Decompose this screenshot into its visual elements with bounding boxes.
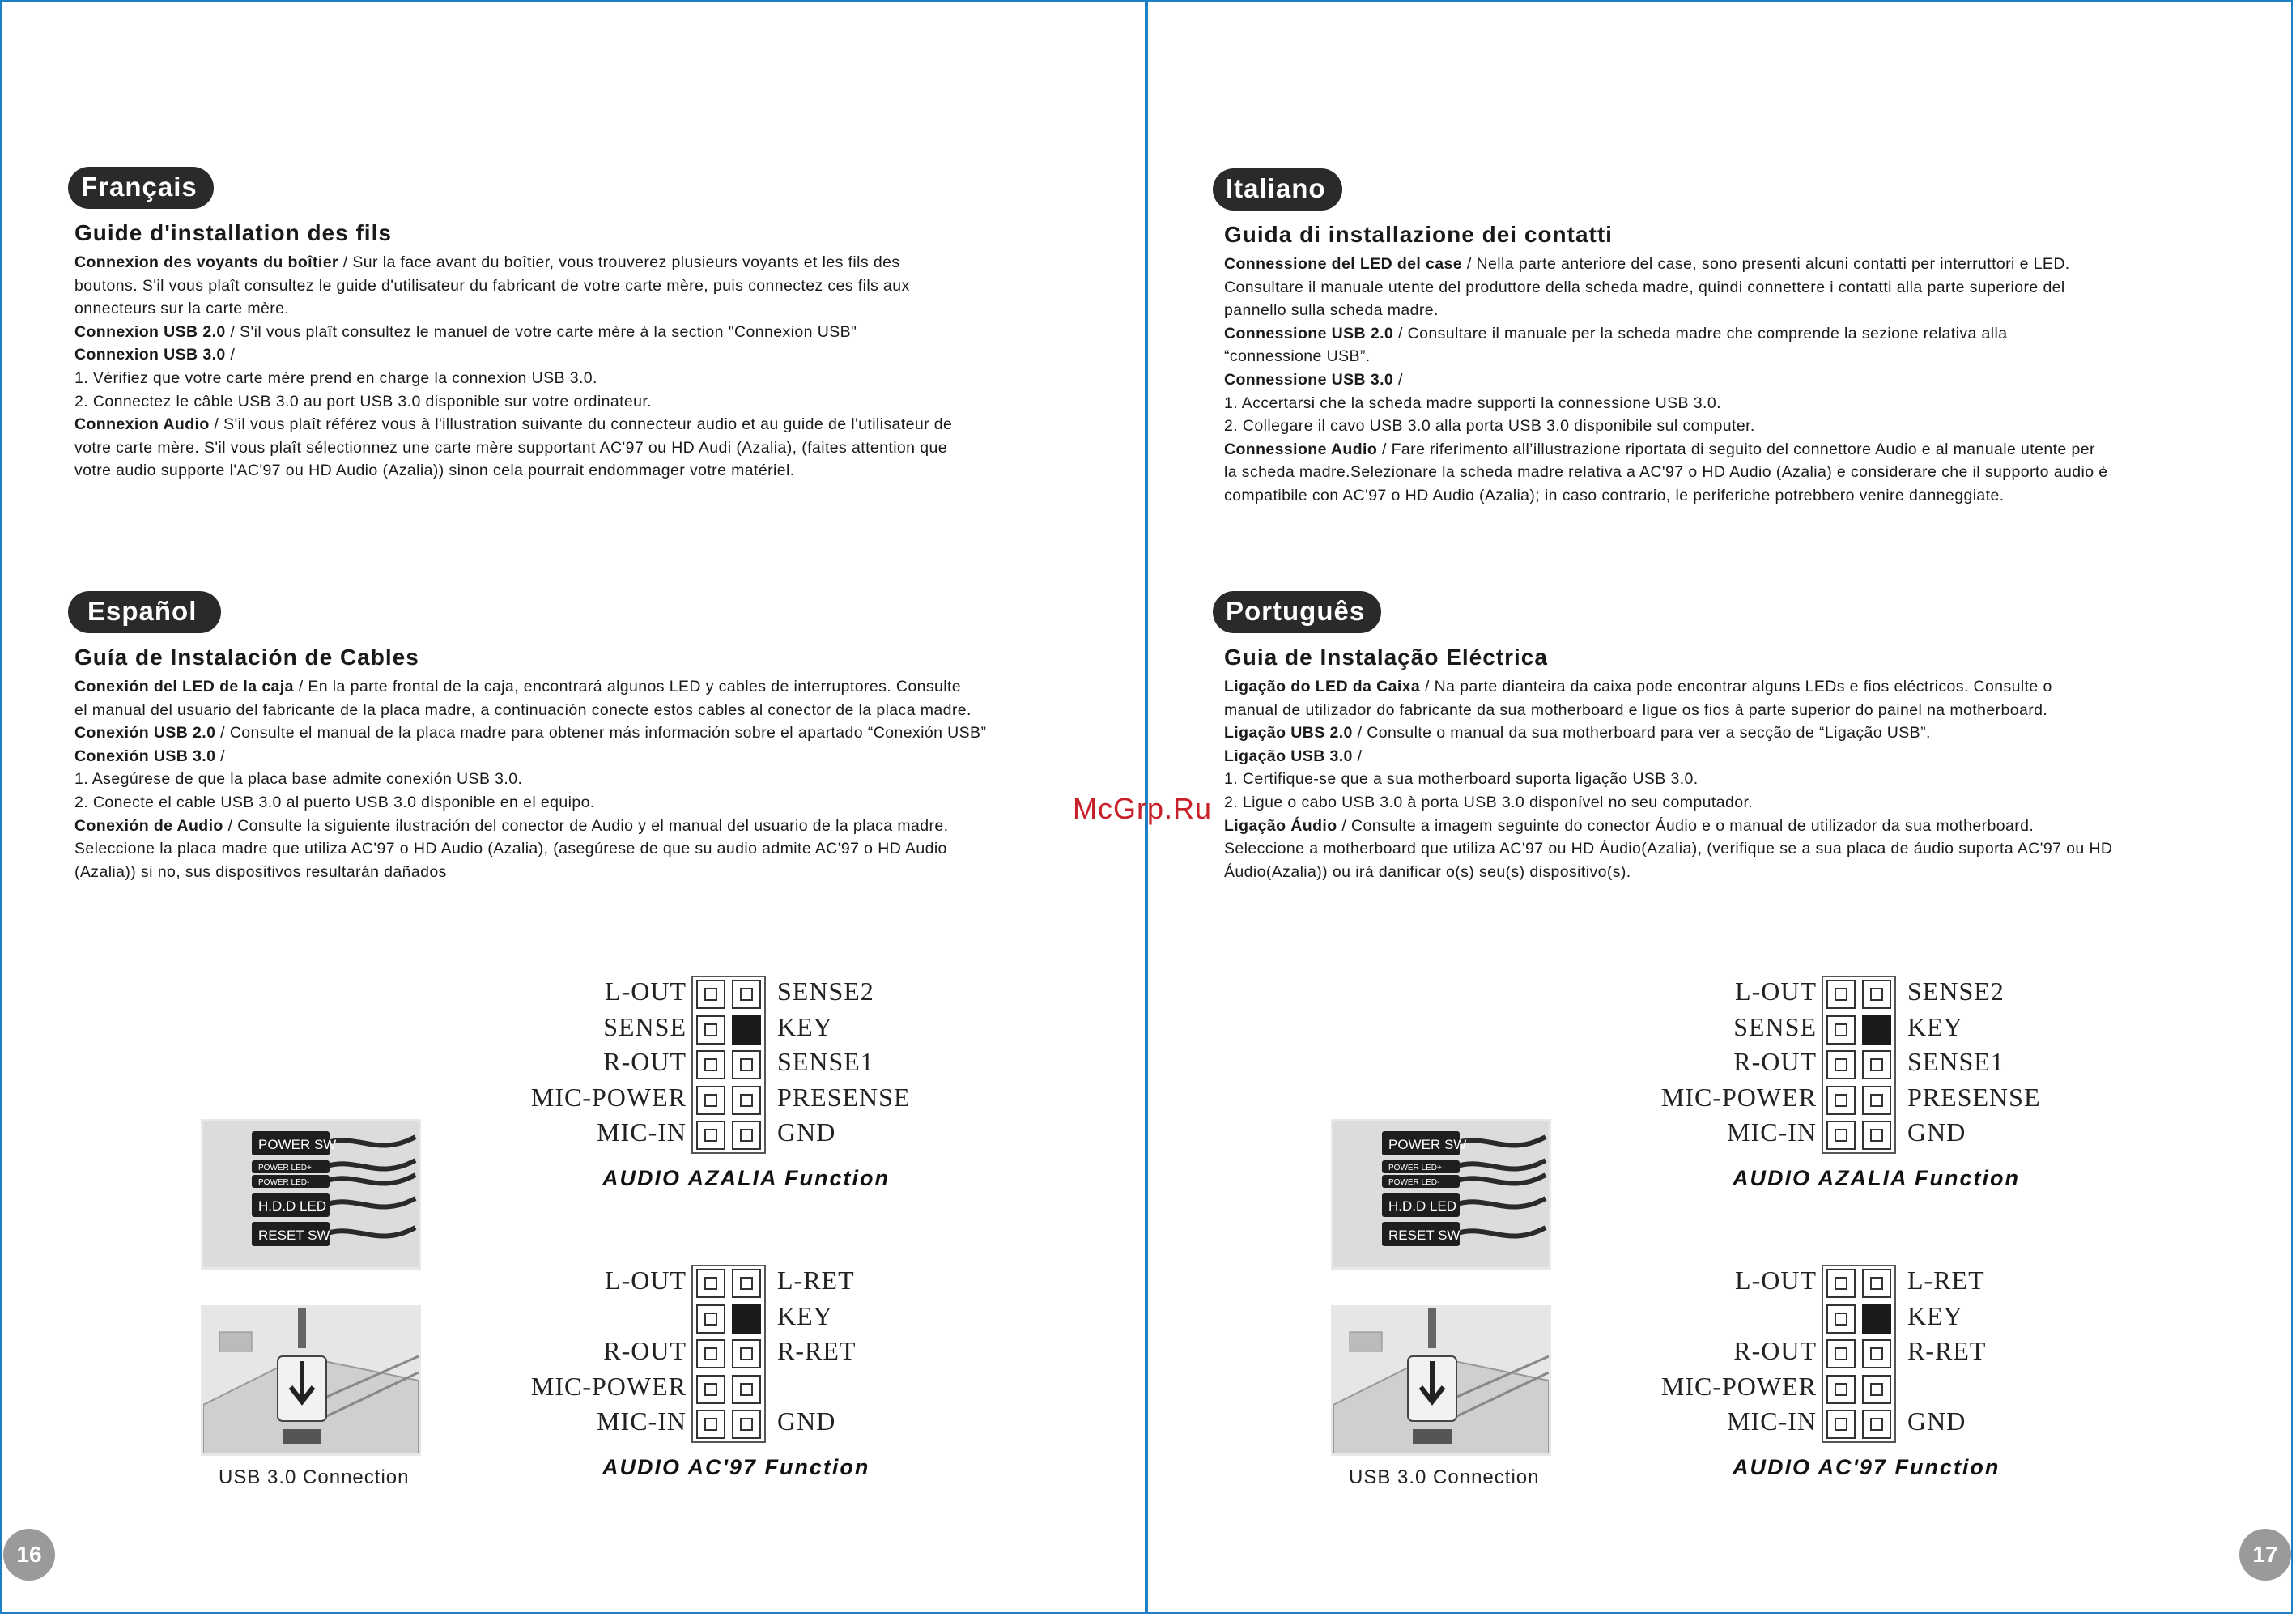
para-line: 2. Conecte el cable USB 3.0 al puerto USB 3.0 disponible en el equipo. (74, 793, 595, 811)
section-portugues (1213, 591, 2281, 883)
connector-label: H.D.D LED (1388, 1198, 1457, 1214)
para-heading: Connexion USB 2.0 (74, 322, 226, 341)
para-heading: Ligação do LED da Caixa (1224, 678, 1421, 696)
lang-pill-italiano: Italiano (1213, 168, 1342, 211)
para-text: / Fare riferimento all’illustrazione riportata di seguito del connettore Audio e al manuale utente per (1377, 440, 2095, 458)
pin-label-left: MIC-IN (597, 1406, 687, 1436)
cable-connectors-illustration (203, 1121, 419, 1267)
pin-label-left: SENSE (603, 1011, 687, 1041)
para-line: “connessione USB”. (1224, 347, 1371, 366)
para-heading: Connexion Audio (74, 415, 210, 434)
pin-label-left: MIC-IN (1727, 1406, 1817, 1436)
para-heading: Connexion des voyants du boîtier (74, 253, 338, 271)
para-line: pannello sulla scheda madre. (1224, 301, 1439, 320)
para-heading: Connessione Audio (1224, 440, 1378, 458)
cable-connectors-illustration (1333, 1121, 1549, 1267)
para-line: 1. Accertarsi che la scheda madre supporti la connessione USB 3.0. (1224, 394, 1721, 412)
para-heading: Connessione del LED del case (1224, 255, 1463, 273)
pin-label-left: MIC-POWER (530, 1082, 687, 1112)
para-text: / S'il vous plaît référez vous à l'illustration suivante du connecteur audio et au guide de l'utilisateur de (209, 415, 953, 434)
para-text: / S'il vous plaît consultez le manuel de votre carte mère à la section "Connexion USB" (225, 322, 857, 341)
para-text: / Nella parte anteriore del case, sono presenti alcuni contatti per interruttori e LED. (1462, 255, 2070, 273)
para-text: / Sur la face avant du boîtier, vous trouverez plusieurs voyants et les fils des (338, 253, 900, 271)
para-text: / (225, 346, 236, 364)
page-number-left: 16 (3, 1529, 55, 1581)
pin-label-right: SENSE1 (777, 1047, 874, 1076)
usb-illustration-part (283, 1429, 321, 1444)
para-line: 1. Vérifiez que votre carte mère prend en charge la connexion USB 3.0. (74, 368, 597, 387)
pin-label-right: SENSE2 (1907, 977, 2005, 1006)
pin-label-left: L-OUT (1735, 977, 1817, 1006)
ac97-caption: AUDIO AC'97 Function (602, 1455, 870, 1479)
para-heading: Ligação UBS 2.0 (1224, 724, 1353, 743)
pin-header-frame (691, 1265, 766, 1443)
azalia-caption: AUDIO AZALIA Function (1733, 1166, 2020, 1190)
para-line: 2. Collegare il cavo USB 3.0 alla porta USB 3.0 disponibile sul computer. (1224, 417, 1755, 436)
para-line: 1. Certifique-se que a sua motherboard suporta ligação USB 3.0. (1224, 770, 1699, 789)
usb3-connection-caption: USB 3.0 Connection (1349, 1466, 1540, 1488)
azalia-caption: AUDIO AZALIA Function (602, 1166, 890, 1190)
pin-label-left: MIC-IN (597, 1117, 687, 1147)
para-line: Consultare il manuale utente del produttore della scheda madre, quindi connettere i contatti alla parte superiore del (1224, 278, 2065, 296)
connector-label: POWER LED+ (258, 1164, 312, 1172)
usb3-connection-photo (201, 1305, 421, 1456)
pin-label-left: L-OUT (1735, 1266, 1817, 1295)
pin-label-right: KEY (1907, 1300, 1963, 1330)
para-line: Seleccione la placa madre que utiliza AC'97 o HD Audio (Azalia), (asegúrese de que su audio admite AC'97 o HD Audio (74, 840, 947, 858)
para-text: / (1352, 747, 1363, 765)
pin-label-right: L-RET (777, 1266, 855, 1295)
watermark: McGrp.Ru (1073, 792, 1213, 825)
para-text: / Consultare il manuale per la scheda madre che comprende la sezione relativa alla (1393, 324, 2008, 343)
para-text: / Na parte dianteira da caixa pode encontrar alguns LEDs e fios eléctricos. Consulte o (1420, 678, 2052, 696)
connector-label: RESET SW (1388, 1228, 1461, 1243)
usb-illustration-part (219, 1332, 252, 1351)
section-title: Guia de Instalação Eléctrica (1224, 645, 1548, 670)
usb-illustration-part (1413, 1429, 1452, 1444)
para-heading: Ligação Áudio (1224, 816, 1337, 835)
para-line: (Azalia)) si no, sus dispositivos resultarán dañados (74, 862, 447, 881)
pin-label-left: L-OUT (605, 977, 687, 1006)
connector-label: RESET SW (258, 1228, 330, 1243)
front-panel-cables-photo (201, 1119, 421, 1270)
pin-label-right: GND (1907, 1117, 1966, 1147)
para-heading: Connexion USB 3.0 (74, 346, 226, 364)
ac97-caption: AUDIO AC'97 Function (1733, 1455, 2000, 1479)
pin-label-right: PRESENSE (777, 1082, 911, 1112)
usb3-header-illustration (203, 1308, 419, 1453)
connector-label: POWER SW (258, 1137, 337, 1152)
pin-label-right: KEY (1907, 1011, 1963, 1041)
section-body (1224, 253, 2281, 508)
para-text: / Consulte a imagem seguinte do conector Áudio e o manual de utilizador da sua motherboard. (1337, 816, 2035, 835)
para-line: onnecteurs sur la carte mère. (74, 300, 290, 318)
usb3-header-illustration (1333, 1308, 1549, 1453)
pin-label-right: KEY (777, 1011, 833, 1041)
para-heading: Conexión USB 3.0 (74, 747, 216, 765)
section-title: Guida di installazione dei contatti (1224, 222, 1613, 247)
pin-header-frame (691, 976, 766, 1154)
pin-label-left: MIC-POWER (1660, 1082, 1817, 1112)
lang-pill-francais: Français (68, 167, 214, 209)
azalia-pin-diagram (1660, 977, 2157, 1172)
para-text: / Consulte o manual da sua motherboard para ver a secção de “Ligação USB”. (1352, 724, 1931, 743)
section-body (74, 251, 1153, 483)
para-line: manual de utilizador do fabricante da sua motherboard e ligue os fios à parte superior do painel na motherboard. (1224, 700, 2048, 719)
ac97-pin-diagram (1660, 1266, 2157, 1462)
usb3-connection-photo (1331, 1305, 1551, 1456)
lang-pill-portugues: Português (1213, 591, 1381, 633)
pin-label-left: R-OUT (603, 1336, 687, 1365)
azalia-pin-diagram (530, 977, 1027, 1172)
para-text: / Consulte el manual de la placa madre para obtener más información sobre el apartado “Conexión USB” (215, 724, 987, 743)
pin-label-left: MIC-POWER (1660, 1371, 1817, 1401)
pin-label-right: GND (1907, 1406, 1966, 1436)
ac97-pin-diagram (530, 1266, 1027, 1462)
pin-label-left: L-OUT (605, 1266, 687, 1295)
para-text: / (215, 747, 225, 765)
para-heading: Connessione USB 2.0 (1224, 324, 1394, 343)
pin-label-right: SENSE1 (1907, 1047, 2005, 1076)
para-line: 2. Connectez le câble USB 3.0 au port USB 3.0 disponible sur votre ordinateur. (74, 392, 653, 411)
pin-label-right: GND (777, 1117, 836, 1147)
pin-label-right: PRESENSE (1907, 1082, 2041, 1112)
pin-label-right: SENSE2 (777, 977, 874, 1006)
connector-label: H.D.D LED (258, 1198, 327, 1214)
para-line: boutons. S'il vous plaît consultez le guide d'utilisateur du fabricant de votre carte mère, puis connectez ces fils aux (74, 276, 910, 295)
para-heading: Ligação USB 3.0 (1224, 747, 1353, 765)
section-body (74, 675, 1153, 883)
section-francais (68, 167, 1153, 483)
section-title: Guía de Instalación de Cables (74, 645, 419, 670)
pin-header-frame (1822, 976, 1896, 1154)
para-heading: Conexión del LED de la caja (74, 678, 294, 696)
section-body (1224, 675, 2281, 883)
connector-label: POWER SW (1388, 1137, 1467, 1152)
para-heading: Connessione USB 3.0 (1224, 370, 1394, 389)
pin-label-left: MIC-IN (1727, 1117, 1817, 1147)
para-text: / En la parte frontal de la caja, encontrará algunos LED y cables de interruptores. Consulte (293, 678, 962, 696)
pin-label-left: R-OUT (1733, 1047, 1817, 1076)
section-italiano (1213, 168, 2281, 508)
pin-label-right: R-RET (1907, 1336, 1987, 1365)
para-line: votre audio supporte l'AC'97 ou HD Audio (Azalia)) sinon cela pourrait endommager votre matériel. (74, 462, 795, 480)
pin-label-right: R-RET (777, 1336, 857, 1365)
usb3-connection-caption: USB 3.0 Connection (219, 1466, 410, 1488)
para-line: 2. Ligue o cabo USB 3.0 à porta USB 3.0 disponível no seu computador. (1224, 793, 1754, 811)
pin-label-right: GND (777, 1406, 836, 1436)
para-line: compatibile con AC'97 o HD Audio (Azalia); in caso contrario, le periferiche potrebbero venire danneggiate. (1224, 486, 2005, 504)
page-number-right: 17 (2239, 1529, 2291, 1581)
front-panel-cables-photo (1331, 1119, 1551, 1270)
pin-label-right: L-RET (1907, 1266, 1985, 1295)
pin-label-left: SENSE (1733, 1011, 1817, 1041)
pin-label-left: MIC-POWER (530, 1371, 687, 1401)
section-title: Guide d'installation des fils (74, 220, 392, 245)
para-text: / (1393, 370, 1403, 389)
para-text: / Consulte la siguiente ilustración del conector de Audio y el manual del usuario de la placa madre. (223, 816, 949, 835)
section-espanol (68, 591, 1153, 883)
pin-header-frame (1822, 1265, 1896, 1443)
para-heading: Conexión USB 2.0 (74, 724, 216, 743)
para-line: la scheda madre.Selezionare la scheda madre relativa a AC'97 o HD Audio (Azalia) e considerare che il supporto audio è (1224, 463, 2108, 482)
lang-pill-espanol: Español (68, 591, 221, 633)
connector-label: POWER LED- (1388, 1178, 1440, 1187)
connector-label: POWER LED- (258, 1178, 310, 1187)
usb-illustration-part (1350, 1332, 1382, 1351)
para-line: el manual del usuario del fabricante de la placa madre, a continuación conecte estos cables al conector de la placa madre. (74, 700, 972, 719)
para-heading: Conexión de Audio (74, 816, 223, 835)
para-line: Seleccione a motherboard que utiliza AC'97 ou HD Áudio(Azalia), (verifique se a sua placa de áudio suporta AC'97 ou HD (1224, 840, 2113, 858)
para-line: 1. Asegúrese de que la placa base admite conexión USB 3.0. (74, 770, 523, 789)
connector-label: POWER LED+ (1388, 1164, 1442, 1172)
pin-label-left: R-OUT (1733, 1336, 1817, 1365)
para-line: votre carte mère. S'il vous plaît sélectionnez une carte mère supportant AC'97 ou HD Audi (Azalia), (faites attention que (74, 438, 947, 457)
para-line: Áudio(Azalia)) ou irá danificar o(s) seu(s) dispositivo(s). (1224, 862, 1631, 881)
pin-label-right: KEY (777, 1300, 833, 1330)
pin-label-left: R-OUT (603, 1047, 687, 1076)
